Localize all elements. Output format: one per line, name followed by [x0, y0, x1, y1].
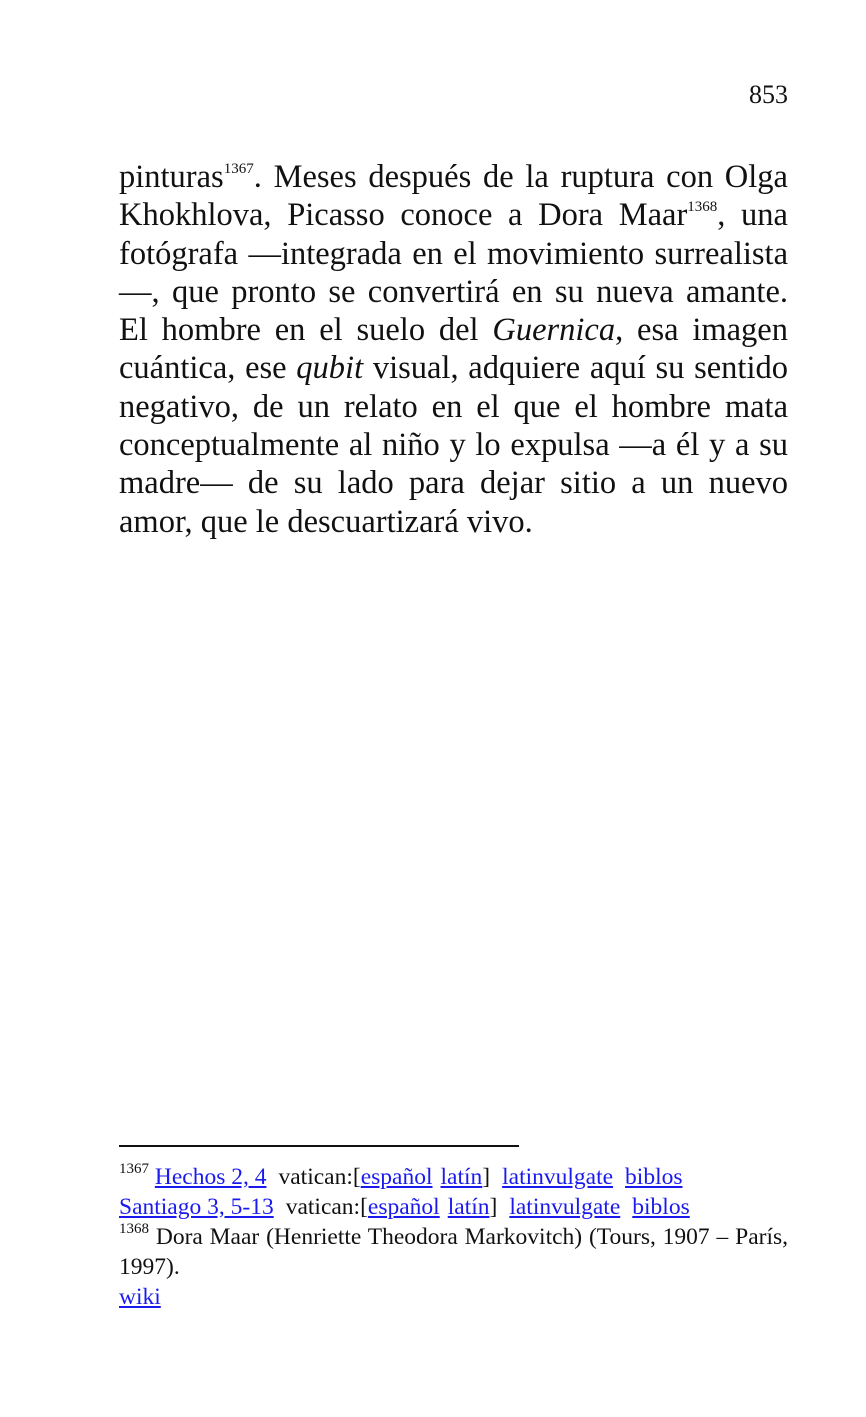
link-espanol[interactable]: español	[360, 1164, 433, 1190]
link-hechos[interactable]: Hechos 2, 4	[154, 1164, 267, 1190]
footnote-1368	[119, 1222, 788, 1282]
link-latinvulgate[interactable]: latinvulgate	[502, 1164, 614, 1190]
italic-qubit: qubit	[296, 350, 364, 387]
vatican-prefix: vatican:[	[278, 1164, 361, 1190]
footnote-1368-link-line	[119, 1282, 788, 1312]
text-segment: visual, adquiere aquí su sentido negativo, de un relato en el que el hombre mata conceptualmente al niño y lo expulsa —a él y a su madre— de su lado para dejar sitio a un nuevo amor, que le descuartizará vivo.	[119, 350, 788, 540]
bracket-close: ]	[482, 1164, 491, 1190]
vatican-prefix: vatican:[	[285, 1194, 368, 1220]
text-segment: . Meses después de la ruptura con Olga Khokhlova, Picasso conoce a Dora Maar	[119, 159, 788, 234]
page-number: 853	[749, 80, 788, 109]
footnote-1367-line-1	[119, 1162, 788, 1192]
footnote-ref-1368: 1368	[687, 199, 718, 216]
text-segment: , esa imagen cuántica, ese	[119, 312, 788, 387]
text-segment: pinturas	[119, 159, 224, 195]
link-latin[interactable]: latín	[440, 1164, 483, 1190]
link-biblos[interactable]: biblos	[632, 1194, 690, 1220]
footnote-ref-1367: 1367	[223, 161, 254, 177]
bracket-close: ]	[489, 1194, 498, 1220]
footnote-text: Dora Maar (Henriette Theodora Markovitch) (Tours, 1907 – París, 1997).	[119, 1224, 788, 1280]
footnote-divider	[119, 1145, 519, 1147]
footnotes	[119, 1162, 788, 1312]
footnote-1367-line-2	[119, 1192, 788, 1222]
footnote-number: 1367	[119, 1161, 149, 1177]
italic-guernica: Guernica	[492, 312, 616, 349]
link-latinvulgate[interactable]: latinvulgate	[509, 1194, 621, 1220]
link-espanol[interactable]: español	[367, 1194, 440, 1220]
link-biblos[interactable]: biblos	[625, 1164, 683, 1190]
text-segment: , una fotógrafa —integrada en el movimiento surrealista—, que pronto se convertirá en su nueva amante. El hombre en el suelo del	[119, 197, 788, 349]
link-latin[interactable]: latín	[447, 1194, 490, 1220]
link-wiki[interactable]: wiki	[119, 1284, 161, 1310]
body-paragraph	[119, 158, 788, 541]
link-santiago[interactable]: Santiago 3, 5-13	[119, 1194, 274, 1220]
footnote-number: 1368	[119, 1221, 149, 1237]
